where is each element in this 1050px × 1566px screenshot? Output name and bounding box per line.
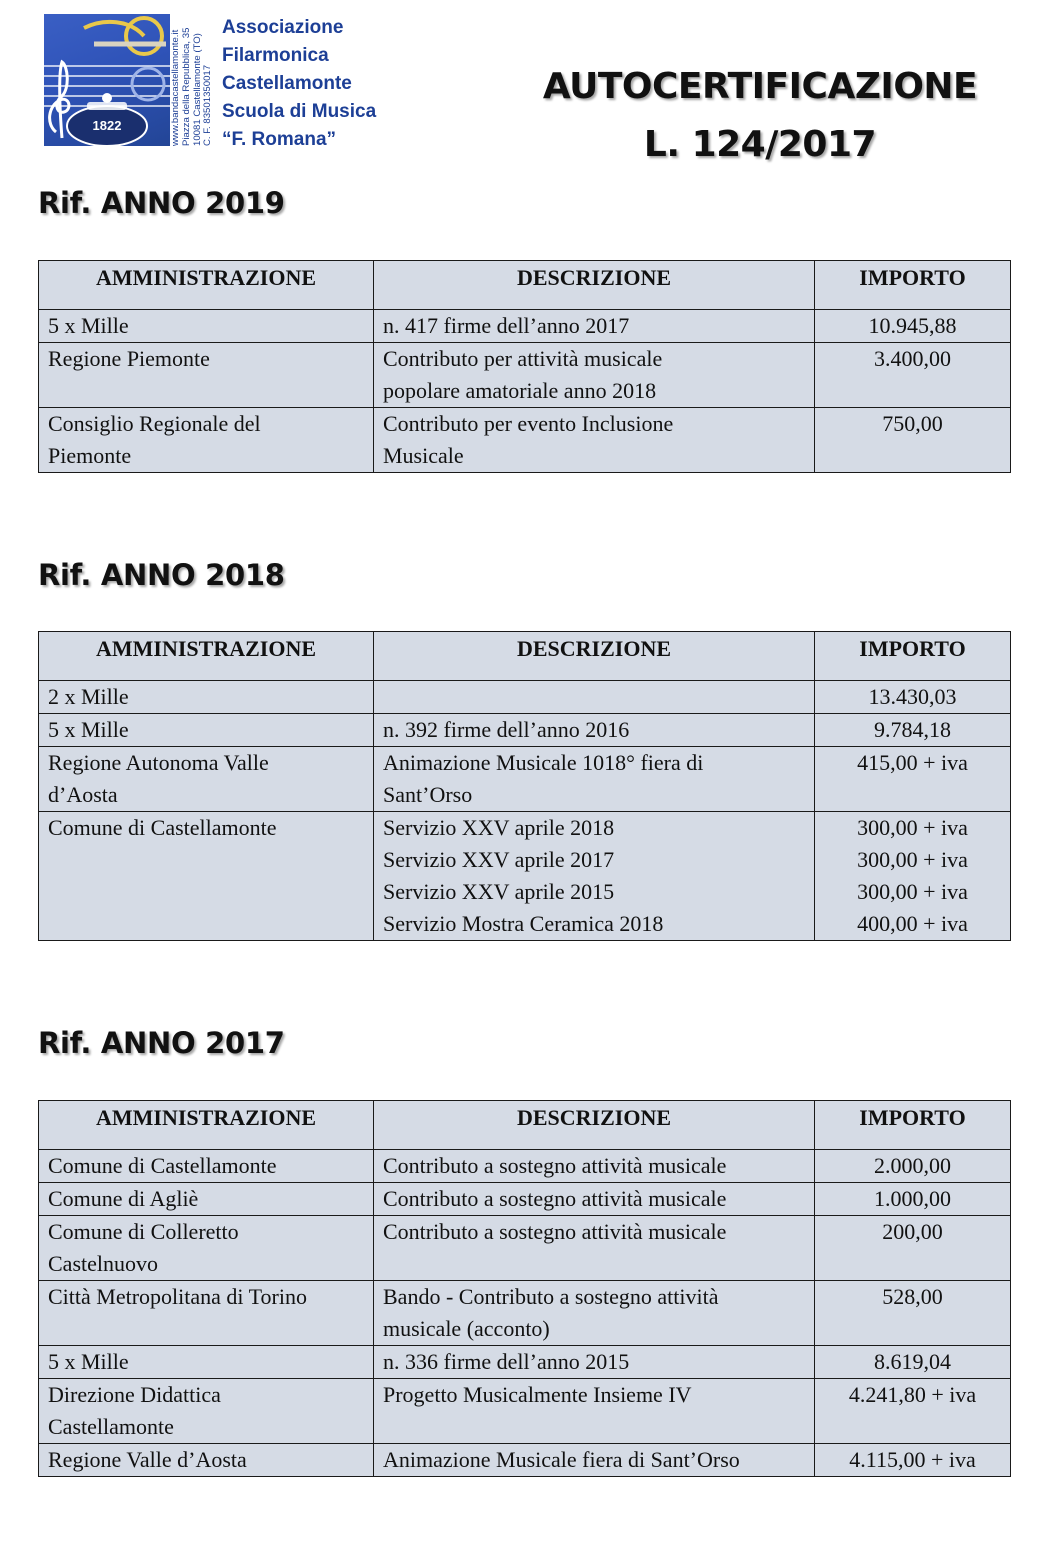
descrizione-text: n. 417 firme dell’anno 2017 [383,313,630,338]
cell-importo [815,1183,1011,1216]
importo-text: 400,00 + iva [857,911,968,936]
table-row [39,1150,1011,1183]
amministrazione-text: Comune di Colleretto [48,1219,239,1244]
document-title-line: AUTOCERTIFICAZIONE [542,66,978,107]
cell-descrizione [374,714,815,747]
section-title-2018: Rif. ANNO 2018 [38,558,285,592]
table-row [39,1183,1011,1216]
amministrazione-text: 5 x Mille [48,717,129,742]
cell-importo [815,812,1011,941]
header-importo: IMPORTO [815,261,1011,310]
amministrazione-text: Piemonte [48,443,132,468]
cell-descrizione [374,408,815,473]
descrizione-text: Contributo a sostegno attività musicale [383,1153,727,1178]
logo-address-line: Piazza della Repubblica, 35 [180,27,192,146]
importo-text: 10.945,88 [868,313,957,338]
association-logo [44,14,404,154]
cell-amministrazione [39,812,374,941]
header-descrizione: DESCRIZIONE [374,1101,815,1150]
cell-importo [815,310,1011,343]
cell-importo [815,408,1011,473]
cell-importo [815,1281,1011,1346]
header-importo: IMPORTO [815,1101,1011,1150]
header-descrizione: DESCRIZIONE [374,632,815,681]
association-name-line: Scuola di Musica [222,101,377,122]
cell-importo [815,1379,1011,1444]
descrizione-text: Bando - Contributo a sostegno attività [383,1284,719,1309]
cell-amministrazione [39,343,374,408]
cell-importo [815,681,1011,714]
association-name-line: Filarmonica [222,45,329,66]
cell-amministrazione [39,1444,374,1477]
importo-text: 8.619,04 [874,1349,951,1374]
table-header-row [39,632,1011,681]
section-title-2019: Rif. ANNO 2019 [38,186,285,220]
cell-descrizione [374,1281,815,1346]
importo-text: 2.000,00 [874,1153,951,1178]
importo-text: 415,00 + iva [857,750,968,775]
importo-text: 4.115,00 + iva [849,1447,976,1472]
amministrazione-text: Città Metropolitana di Torino [48,1284,307,1309]
importo-text: 750,00 [882,411,943,436]
descrizione-text: Contributo a sostegno attività musicale [383,1219,727,1244]
cell-importo [815,1346,1011,1379]
amministrazione-text: Regione Valle d’Aosta [48,1447,247,1472]
cell-importo [815,1150,1011,1183]
descrizione-text: Animazione Musicale fiera di Sant’Orso [383,1447,740,1472]
header-amministrazione: AMMINISTRAZIONE [39,261,374,310]
cell-amministrazione [39,1281,374,1346]
descrizione-text: Servizio Mostra Ceramica 2018 [383,911,664,936]
association-name-line: Associazione [222,17,344,38]
descrizione-text: n. 336 firme dell’anno 2015 [383,1349,630,1374]
funding-table-2017 [38,1100,1011,1477]
header-amministrazione: AMMINISTRAZIONE [39,632,374,681]
logo-address-line: 10081 Castellamonte (TO) [191,33,203,146]
logo-address [171,14,214,146]
importo-text: 528,00 [882,1284,943,1309]
funding-table-2019 [38,260,1011,473]
cell-descrizione [374,343,815,408]
table-row [39,1346,1011,1379]
cell-amministrazione [39,1150,374,1183]
table-row [39,747,1011,812]
amministrazione-text: Comune di Agliè [48,1186,199,1211]
amministrazione-text: Castelnuovo [48,1251,158,1276]
table-row [39,408,1011,473]
descrizione-text: Progetto Musicalmente Insieme IV [383,1382,692,1407]
importo-text: 13.430,03 [868,684,957,709]
cell-descrizione [374,812,815,941]
cell-importo [815,343,1011,408]
descrizione-text: n. 392 firme dell’anno 2016 [383,717,630,742]
descrizione-text: Musicale [383,443,464,468]
header-descrizione: DESCRIZIONE [374,261,815,310]
descrizione-text: Servizio XXV aprile 2018 [383,815,615,840]
table-row [39,1281,1011,1346]
cell-amministrazione [39,1183,374,1216]
amministrazione-text: 5 x Mille [48,1349,129,1374]
logo-address-line: C. F. 83501350017 [202,64,214,146]
cell-amministrazione [39,310,374,343]
cell-descrizione [374,1379,815,1444]
descrizione-text: Animazione Musicale 1018° fiera di [383,750,704,775]
importo-text: 4.241,80 + iva [848,1382,977,1407]
logo-address-line: www.bandacastellamonte.it [170,29,181,146]
document-title-line: L. 124/2017 [643,124,877,165]
importo-text: 200,00 [882,1219,943,1244]
amministrazione-text: Consiglio Regionale del [48,411,261,436]
document-title [480,58,1040,174]
header-amministrazione: AMMINISTRAZIONE [39,1101,374,1150]
section-title-2017: Rif. ANNO 2017 [38,1026,285,1060]
cell-importo [815,1444,1011,1477]
table-header-row [39,261,1011,310]
amministrazione-text: 5 x Mille [48,313,129,338]
cell-amministrazione [39,714,374,747]
cell-amministrazione [39,1379,374,1444]
table-row [39,1444,1011,1477]
importo-text: 300,00 + iva [857,879,968,904]
table-row [39,1216,1011,1281]
header-importo: IMPORTO [815,632,1011,681]
cell-descrizione [374,1183,815,1216]
amministrazione-text: 2 x Mille [48,684,129,709]
table-header-row [39,1101,1011,1150]
descrizione-text: Servizio XXV aprile 2015 [383,879,615,904]
amministrazione-text: Comune di Castellamonte [48,1153,277,1178]
amministrazione-text: Castellamonte [48,1414,174,1439]
cell-importo [815,714,1011,747]
table-row [39,681,1011,714]
table-row [39,343,1011,408]
amministrazione-text: Regione Autonoma Valle [48,750,269,775]
descrizione-text: Contributo a sostegno attività musicale [383,1186,727,1211]
association-name-line: “F. Romana” [222,129,337,150]
importo-text: 1.000,00 [874,1186,951,1211]
descrizione-text: popolare amatoriale anno 2018 [383,378,657,403]
descrizione-text: Sant’Orso [383,782,473,807]
importo-text: 300,00 + iva [857,815,968,840]
funding-table-2018 [38,631,1011,941]
cell-descrizione [374,1346,815,1379]
amministrazione-text: Comune di Castellamonte [48,815,277,840]
amministrazione-text: Direzione Didattica [48,1382,221,1407]
cell-amministrazione [39,408,374,473]
cell-importo [815,1216,1011,1281]
cell-descrizione [374,1216,815,1281]
amministrazione-text: Regione Piemonte [48,346,210,371]
association-name-line: Castellamonte [222,73,352,94]
descrizione-text: Contributo per evento Inclusione [383,411,674,436]
importo-text: 3.400,00 [874,346,951,371]
cell-amministrazione [39,1216,374,1281]
cell-descrizione [374,1150,815,1183]
amministrazione-text: d’Aosta [48,782,118,807]
table-row [39,714,1011,747]
association-name [222,14,376,154]
cell-descrizione [374,1444,815,1477]
table-row [39,310,1011,343]
cell-descrizione [374,747,815,812]
cell-amministrazione [39,747,374,812]
descrizione-text: musicale (acconto) [383,1316,550,1341]
descrizione-text: Contributo per attività musicale [383,346,663,371]
descrizione-text: Servizio XXV aprile 2017 [383,847,615,872]
table-row [39,1379,1011,1444]
importo-text: 9.784,18 [874,717,951,742]
table-row [39,812,1011,941]
logo-year: 1822 [92,118,122,133]
cell-amministrazione [39,1346,374,1379]
cell-descrizione [374,681,815,714]
cell-importo [815,747,1011,812]
importo-text: 300,00 + iva [857,847,968,872]
cell-descrizione [374,310,815,343]
descrizione-text [383,681,805,713]
cell-amministrazione [39,681,374,714]
